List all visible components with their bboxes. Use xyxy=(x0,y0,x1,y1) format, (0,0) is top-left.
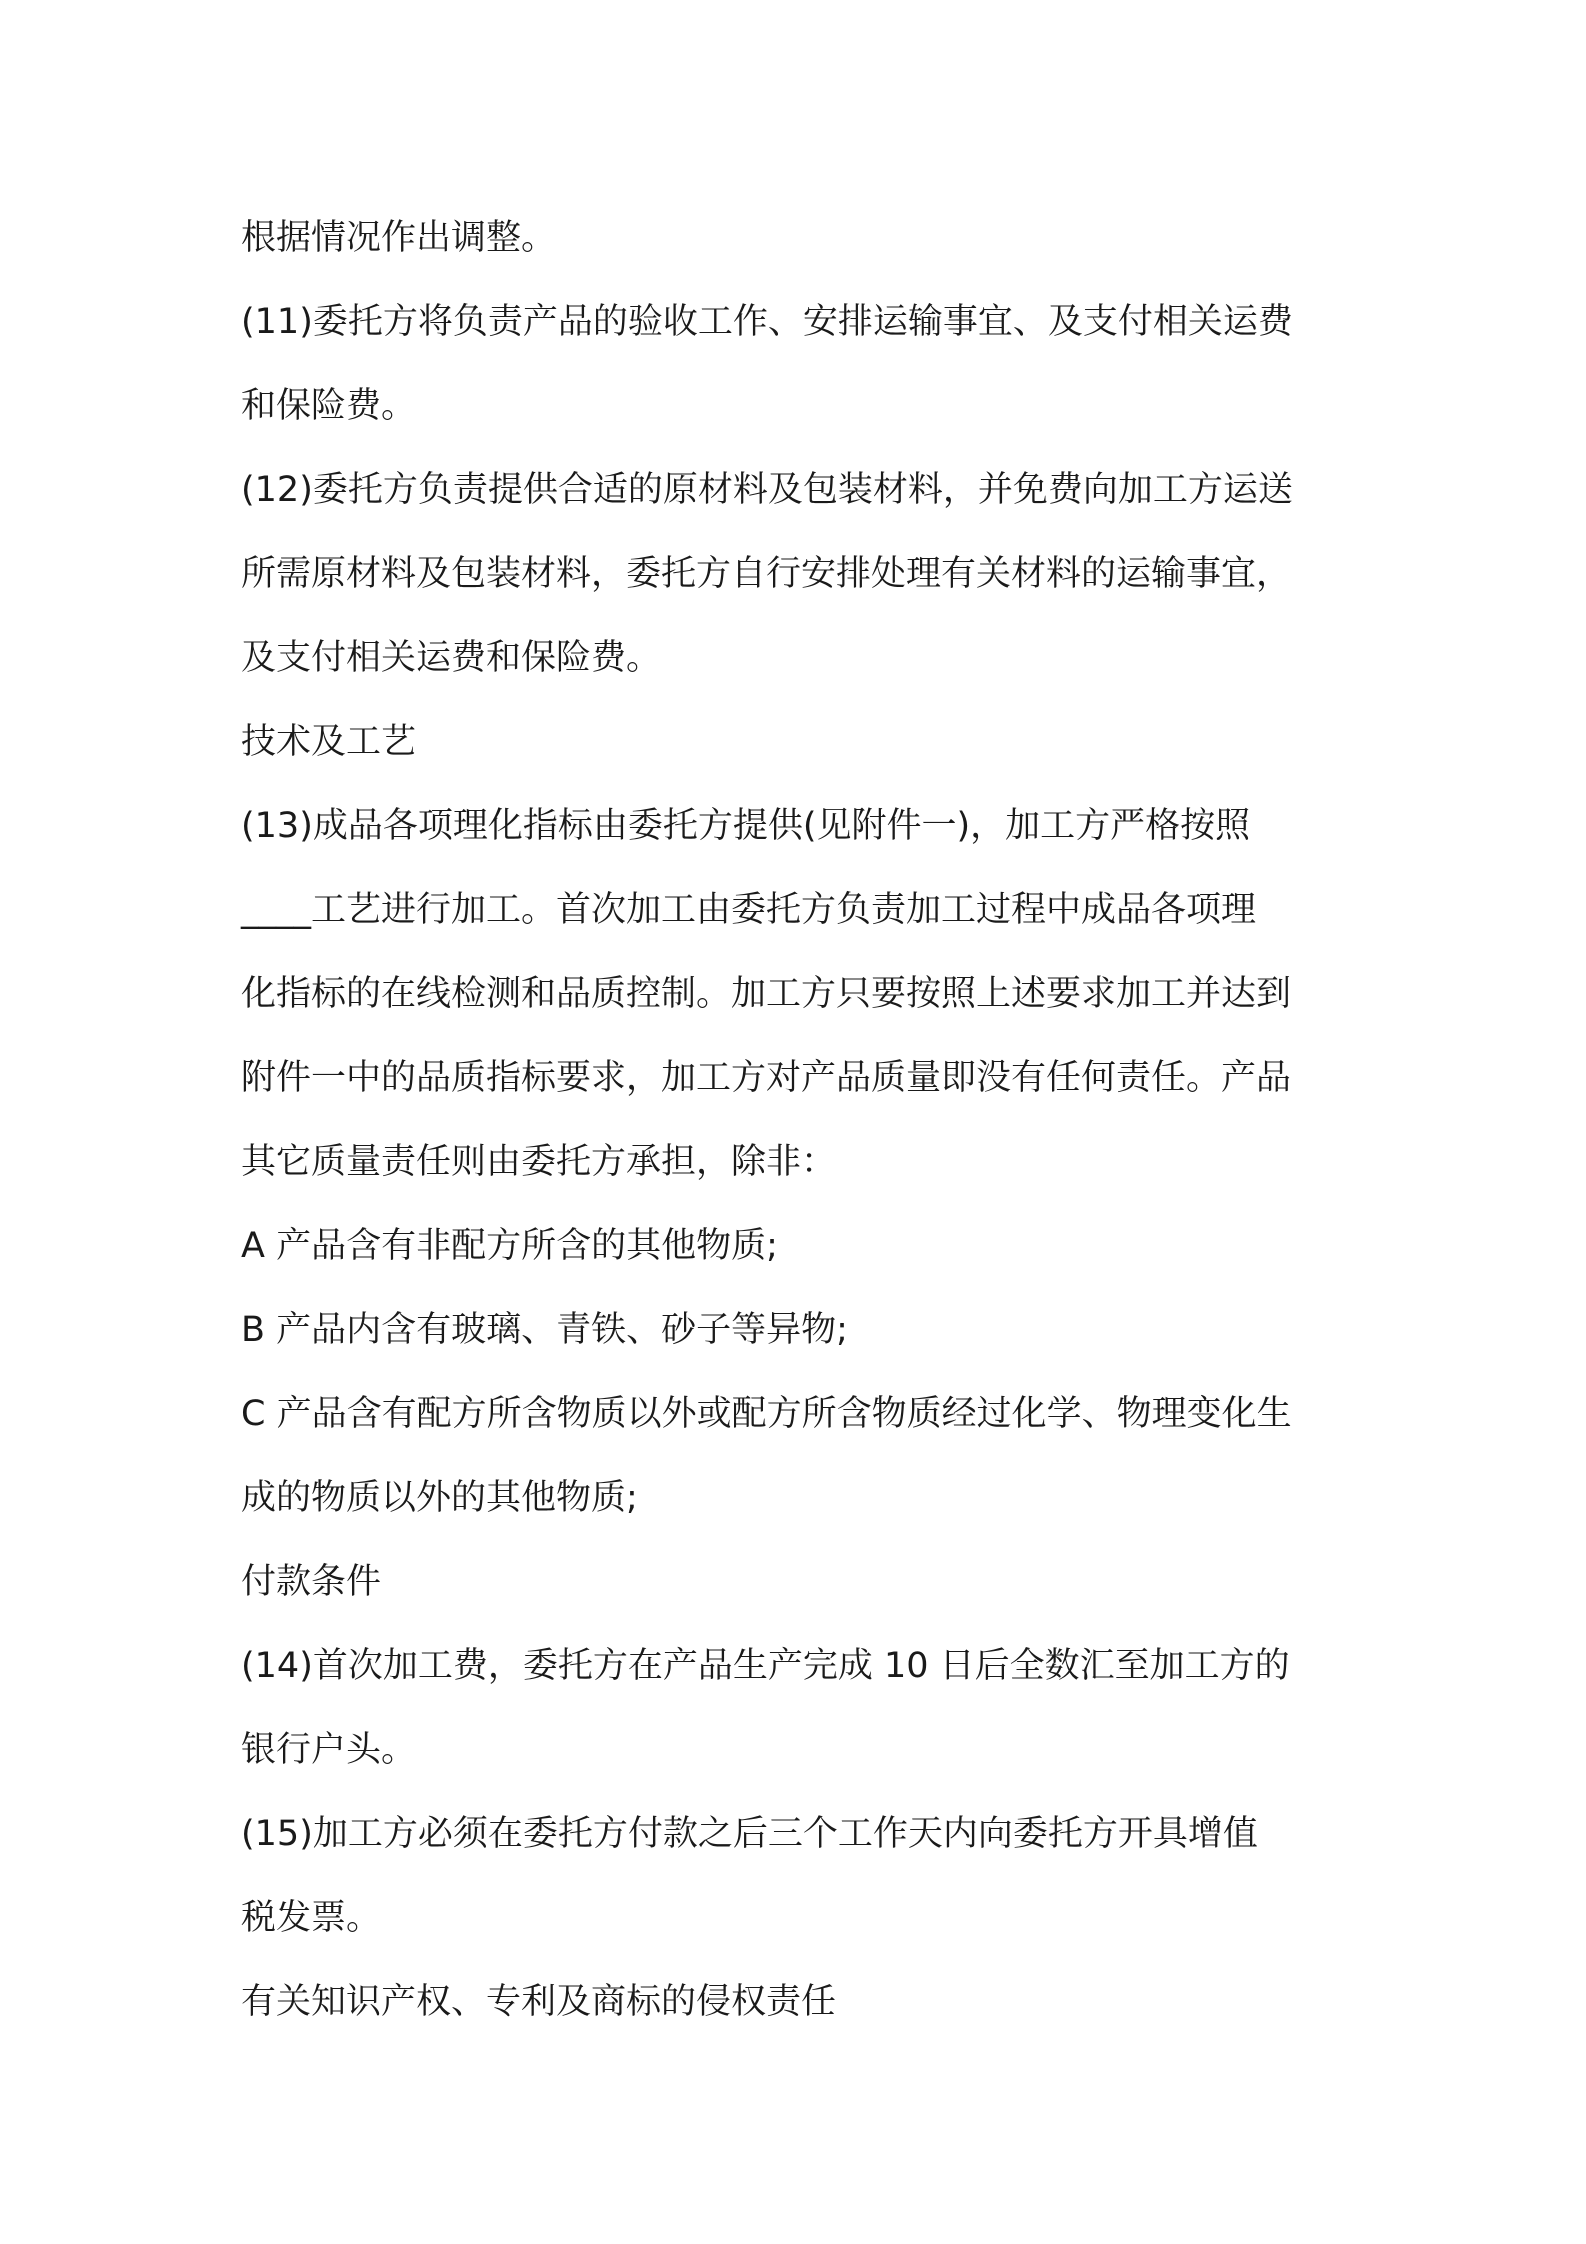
section-heading-technology: 技术及工艺 xyxy=(241,722,417,762)
exception-a: A 产品含有非配方所含的其他物质; xyxy=(241,1226,778,1266)
section-heading-ip: 有关知识产权、专利及商标的侵权责任 xyxy=(241,1982,837,2022)
document-body xyxy=(241,196,1361,2044)
clause-14-line-1: (14)首次加工费，委托方在产品生产完成 10 日后全数汇至加工方的 xyxy=(241,1646,1290,1686)
clause-11-line-2: 和保险费。 xyxy=(241,386,417,426)
clause-15-line-2: 税发票。 xyxy=(241,1898,382,1938)
paragraph-line: 根据情况作出调整。 xyxy=(241,218,557,258)
clause-13-line-2: ____工艺进行加工。首次加工由委托方负责加工过程中成品各项理 xyxy=(241,890,1257,930)
clause-13-line-5: 其它质量责任则由委托方承担，除非： xyxy=(241,1142,837,1182)
clause-14-line-2: 银行户头。 xyxy=(241,1730,417,1770)
exception-c-line-1: C 产品含有配方所含物质以外或配方所含物质经过化学、物理变化生 xyxy=(241,1394,1292,1434)
clause-12-line-1: (12)委托方负责提供合适的原材料及包装材料，并免费向加工方运送 xyxy=(241,470,1293,510)
clause-11-line-1: (11)委托方将负责产品的验收工作、安排运输事宜、及支付相关运费 xyxy=(241,302,1293,342)
exception-c-line-2: 成的物质以外的其他物质; xyxy=(241,1478,638,1518)
clause-12-line-3: 及支付相关运费和保险费。 xyxy=(241,638,662,678)
exception-b: B 产品内含有玻璃、青铁、砂子等异物; xyxy=(241,1310,848,1350)
clause-15-line-1: (15)加工方必须在委托方付款之后三个工作天内向委托方开具增值 xyxy=(241,1814,1258,1854)
section-heading-payment: 付款条件 xyxy=(241,1562,382,1602)
clause-13-line-1: (13)成品各项理化指标由委托方提供(见附件一)，加工方严格按照 xyxy=(241,806,1251,846)
clause-13-line-3: 化指标的在线检测和品质控制。加工方只要按照上述要求加工并达到 xyxy=(241,974,1292,1014)
clause-13-line-4: 附件一中的品质指标要求，加工方对产品质量即没有任何责任。产品 xyxy=(241,1058,1292,1098)
clause-12-line-2: 所需原材料及包装材料，委托方自行安排处理有关材料的运输事宜， xyxy=(241,554,1292,594)
